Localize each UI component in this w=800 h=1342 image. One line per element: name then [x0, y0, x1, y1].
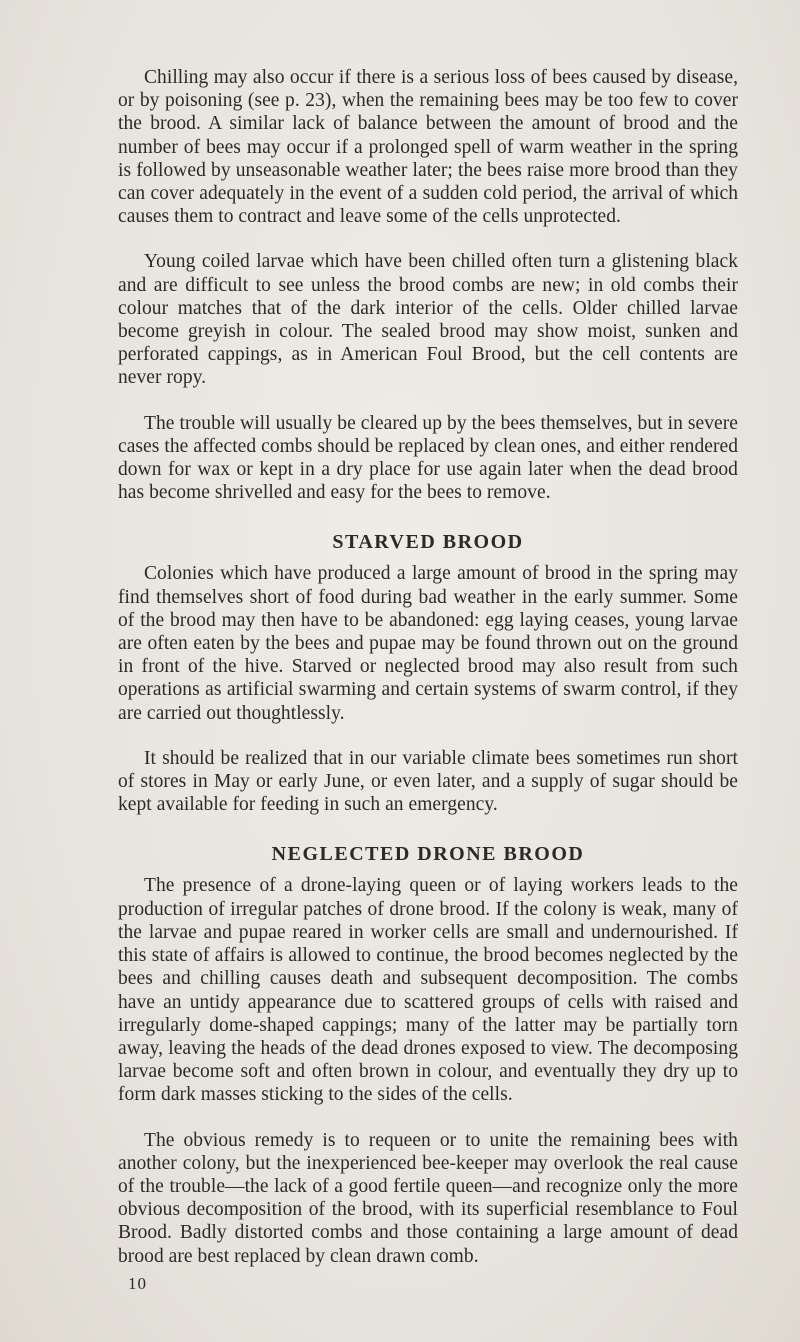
paragraph-drone-laying: The presence of a drone-laying queen or of laying workers leads to the production of irregular patches of drone brood. If the colony is weak, many of the larvae and pupae reared in worker cells are small and undernourished. If this state of affairs is allowed to continue, the brood becomes neglected by the bees and chilling causes death and subsequent decomposition. The combs have an untidy appearance due to scattered groups of cells with raised and irregularly dome-shaped cappings; many of the latter may be partially torn away, leaving the heads of the dead drones exposed to view. The decomposing larvae become soft and often brown in colour, and eventually they dry up to form dark masses sticking to the sides of the cells.: [118, 875, 738, 1106]
paragraph-chilling-causes: Chilling may also occur if there is a serious loss of bees caused by disease, or by poisoning (see p. 23), when the remaining bees may be too few to cover the brood. A similar lack of balance between the amount of brood and the number of bees may occur if a prolonged spell of warm weather in the spring is followed by unseasonable weather later; the bees raise more brood than they can cover adequately in the event of a sudden cold period, the arrival of which causes them to contract and leave some of the cells unprotected.: [118, 67, 738, 228]
paragraph-chilled-remedy: The trouble will usually be cleared up by the bees themselves, but in severe cases the affected combs should be replaced by clean ones, and either rendered down for wax or kept in a dry place for use again later when the dead brood has become shrivelled and easy for the bees to remove.: [118, 412, 738, 504]
paragraph-drone-remedy: The obvious remedy is to requeen or to unite the remaining bees with another colony, but the inexperienced bee-keeper may overlook the real cause of the trouble—the lack of a good fertile queen—and recognize only the more obvious decomposition of the brood, with its superficial resemblance to Foul Brood. Badly distorted combs and those containing a large amount of dead brood are best replaced by clean drawn comb.: [118, 1129, 738, 1267]
heading-neglected-drone-brood: NEGLECTED DRONE BROOD: [271, 843, 585, 866]
heading-starved-brood: STARVED BROOD: [332, 531, 524, 554]
paragraph-starved-stores: It should be realized that in our variable climate bees sometimes run short of stores in May or early June, or even later, and a supply of sugar should be kept available for feeding in such an emergency.: [118, 747, 738, 816]
paragraph-starved-colonies: Colonies which have produced a large amount of brood in the spring may find themselves short of food during bad weather in the early summer. Some of the brood may then have to be abandoned: egg laying ceases, young larvae are often eaten by the bees and pupae may be found thrown out on the ground in front of the hive. Starved or neglected brood may also result from such operations as artificial swarming and certain systems of swarm control, if they are carried out thoughtlessly.: [118, 563, 738, 724]
document-page: [118, 66, 738, 1294]
paragraph-chilled-larvae: Young coiled larvae which have been chilled often turn a glistening black and are difficult to see unless the brood combs are new; in old combs their colour matches that of the dark interior of the cells. Older chilled larvae become greyish in colour. The sealed brood may show moist, sunken and perforated cappings, as in American Foul Brood, but the cell contents are never ropy.: [118, 251, 738, 389]
page-number: 10: [128, 1273, 147, 1293]
